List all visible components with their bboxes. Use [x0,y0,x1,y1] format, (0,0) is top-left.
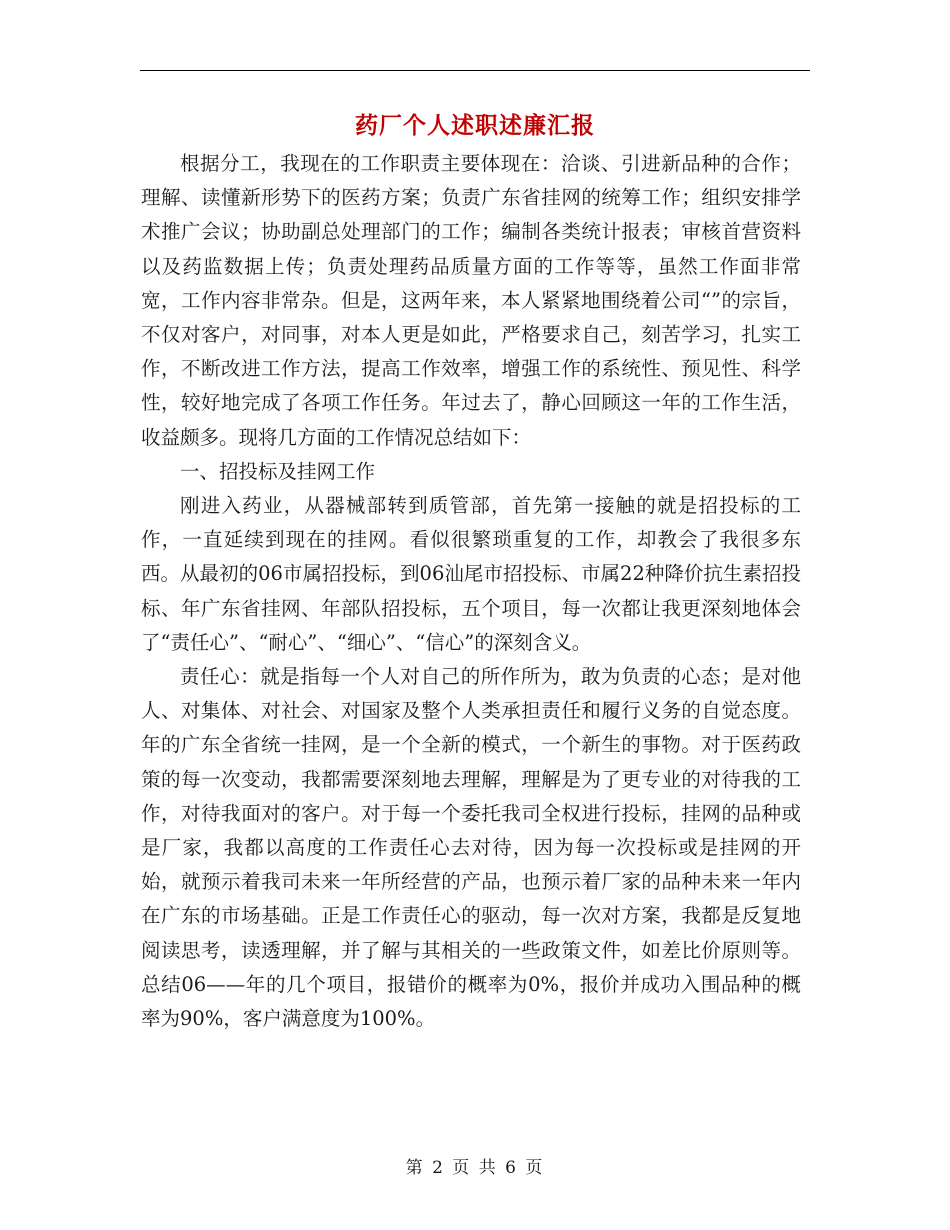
document-body [141,147,801,1036]
document-title: 药厂个人述职述廉汇报 [355,112,595,139]
page-number: 第 2 页 共 6 页 [405,1158,545,1178]
section-heading: 一、招投标及挂网工作 [180,459,376,483]
paragraph-bidding: 刚进入药业，从器械部转到质管部，首先第一接触的就是招投标的工作，一直延续到现在的挂网。看似很繁琐重复的工作，却教会了我很多东西。从最初的06市属招投标，到06汕尾市招投标、市属22种降价抗生素招投标、年广东省挂网、年部队招投标，五个项目，每一次都让我更深刻地体会了“责任心”、“耐心”、“细心”、“信心”的深刻含义。 [141,494,801,654]
header-rule [140,70,810,71]
paragraph-responsibility: 责任心：就是指每一个人对自己的所作所为，敢为负责的心态；是对他人、对集体、对社会、对国家及整个人类承担责任和履行义务的自觉态度。年的广东全省统一挂网，是一个全新的模式，一个新生的事物。对于医药政策的每一次变动，我都需要深刻地去理解，理解是为了更专业的对待我的工作，对待我面对的客户。对于每一个委托我司全权进行投标，挂网的品种或是厂家，我都以高度的工作责任心去对待，因为每一次投标或是挂网的开始，就预示着我司未来一年所经营的产品，也预示着厂家的品种未来一年内在广东的市场基础。正是工作责任心的驱动，每一次对方案，我都是反复地阅读思考，读透理解，并了解与其相关的一些政策文件，如差比价原则等。总结06——年的几个项目，报错价的概率为0%，报价并成功入围品种的概率为90%，客户满意度为100%。 [141,665,801,1031]
paragraph-intro: 根据分工，我现在的工作职责主要体现在：洽谈、引进新品种的合作；理解、读懂新形势下的医药方案；负责广东省挂网的统筹工作；组织安排学术推广会议；协助副总处理部门的工作；编制各类统计报表；审核首营资料以及药监数据上传；负责处理药品质量方面的工作等等，虽然工作面非常宽，工作内容非常杂。但是，这两年来，本人紧紧地围绕着公司“”的宗旨，不仅对客户，对同事，对本人更是如此，严格要求自己，刻苦学习，扎实工作，不断改进工作方法，提高工作效率，增强工作的系统性、预见性、科学性，较好地完成了各项工作任务。年过去了，静心回顾这一年的工作生活，收益颇多。现将几方面的工作情况总结如下： [141,152,801,449]
